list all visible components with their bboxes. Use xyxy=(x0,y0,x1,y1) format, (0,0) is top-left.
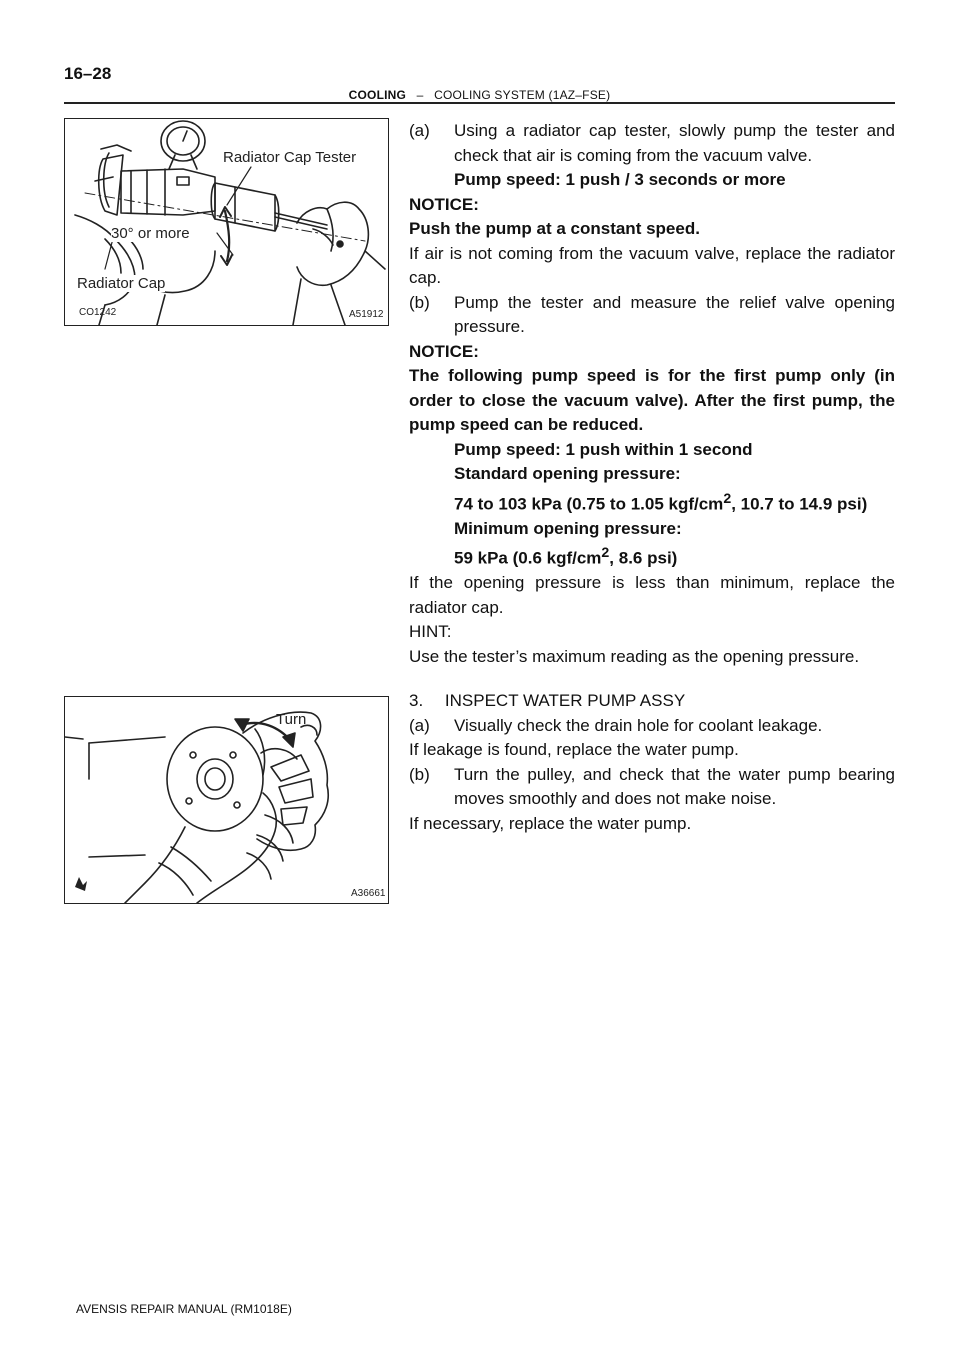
header-subsection: COOLING SYSTEM (1AZ–FSE) xyxy=(434,88,611,102)
step-a-drain-hole: (a) Visually check the drain hole for coolant leakage. xyxy=(409,715,823,735)
figure-radiator-cap-tester xyxy=(64,118,389,326)
label-angle: 30° or more xyxy=(111,225,190,242)
figure-water-pump xyxy=(64,696,389,904)
minimum-pressure-instruction: If the opening pressure is less than minimum, replace the radiator cap. xyxy=(409,573,895,617)
replace-pump-instruction: If necessary, replace the water pump. xyxy=(409,813,692,833)
step-3-heading: 3. INSPECT WATER PUMP ASSY xyxy=(409,691,686,710)
pump-speed-spec-2: Pump speed: 1 push within 1 second xyxy=(454,439,753,459)
step-b-relief-valve: (b) Pump the tester and measure the relief valve opening pressure. xyxy=(409,292,895,336)
procedure-water-pump xyxy=(409,689,895,836)
hint-title: HINT: xyxy=(409,622,452,642)
step-a-vacuum-check: (a) Using a radiator cap tester, slowly pump the tester and check that air is coming from the vacuum valve. xyxy=(409,121,895,165)
step-b-pulley-check: (b) Turn the pulley, and check that the water pump bearing moves smoothly and does not make noise. xyxy=(409,764,895,808)
running-header xyxy=(64,88,895,102)
water-pump-illustration xyxy=(65,697,388,903)
hint-text: Use the tester’s maximum reading as the opening pressure. xyxy=(409,646,860,666)
figure-code-left: CO1242 xyxy=(79,307,117,318)
label-turn: Turn xyxy=(276,711,307,728)
notice-2-text: The following pump speed is for the first pump only (in order to close the vacuum valve). After the first pump, the pump speed can be reduced. xyxy=(409,366,895,434)
standard-pressure-value: 74 to 103 kPa (0.75 to 1.05 kgf/$cm^2$, 10.7 to 14.9 psi) xyxy=(454,490,868,514)
pump-speed-spec-1: Pump speed: 1 push / 3 seconds or more xyxy=(454,170,786,189)
replace-cap-text: If air is not coming from the vacuum valve, replace the radiator cap. xyxy=(409,243,895,287)
minimum-pressure-title: Minimum opening pressure: xyxy=(454,518,682,538)
standard-pressure-title: Standard opening pressure: xyxy=(454,464,681,483)
notice-2-title: NOTICE: xyxy=(409,341,479,361)
label-radiator-cap: Radiator Cap xyxy=(77,275,166,292)
footer-manual-title: AVENSIS REPAIR MANUAL (RM1018E) xyxy=(76,1302,292,1316)
label-radiator-cap-tester: Radiator Cap Tester xyxy=(223,149,357,166)
notice-1-title: NOTICE: xyxy=(409,194,479,214)
page-number: 16–28 xyxy=(64,64,112,83)
header-section: COOLING xyxy=(348,88,407,102)
header-rule xyxy=(64,102,895,104)
header-separator: – xyxy=(416,88,424,102)
notice-1-text: Push the pump at a constant speed. xyxy=(409,219,700,238)
figure-code: A36661 xyxy=(351,888,386,899)
procedure-radiator-cap xyxy=(409,119,895,669)
minimum-pressure-value: 59 kPa (0.6 kgf/$cm^2$, 8.6 psi) xyxy=(454,545,678,568)
figure-code-right: A51912 xyxy=(349,309,384,320)
leakage-instruction: If leakage is found, replace the water pump. xyxy=(409,740,739,759)
